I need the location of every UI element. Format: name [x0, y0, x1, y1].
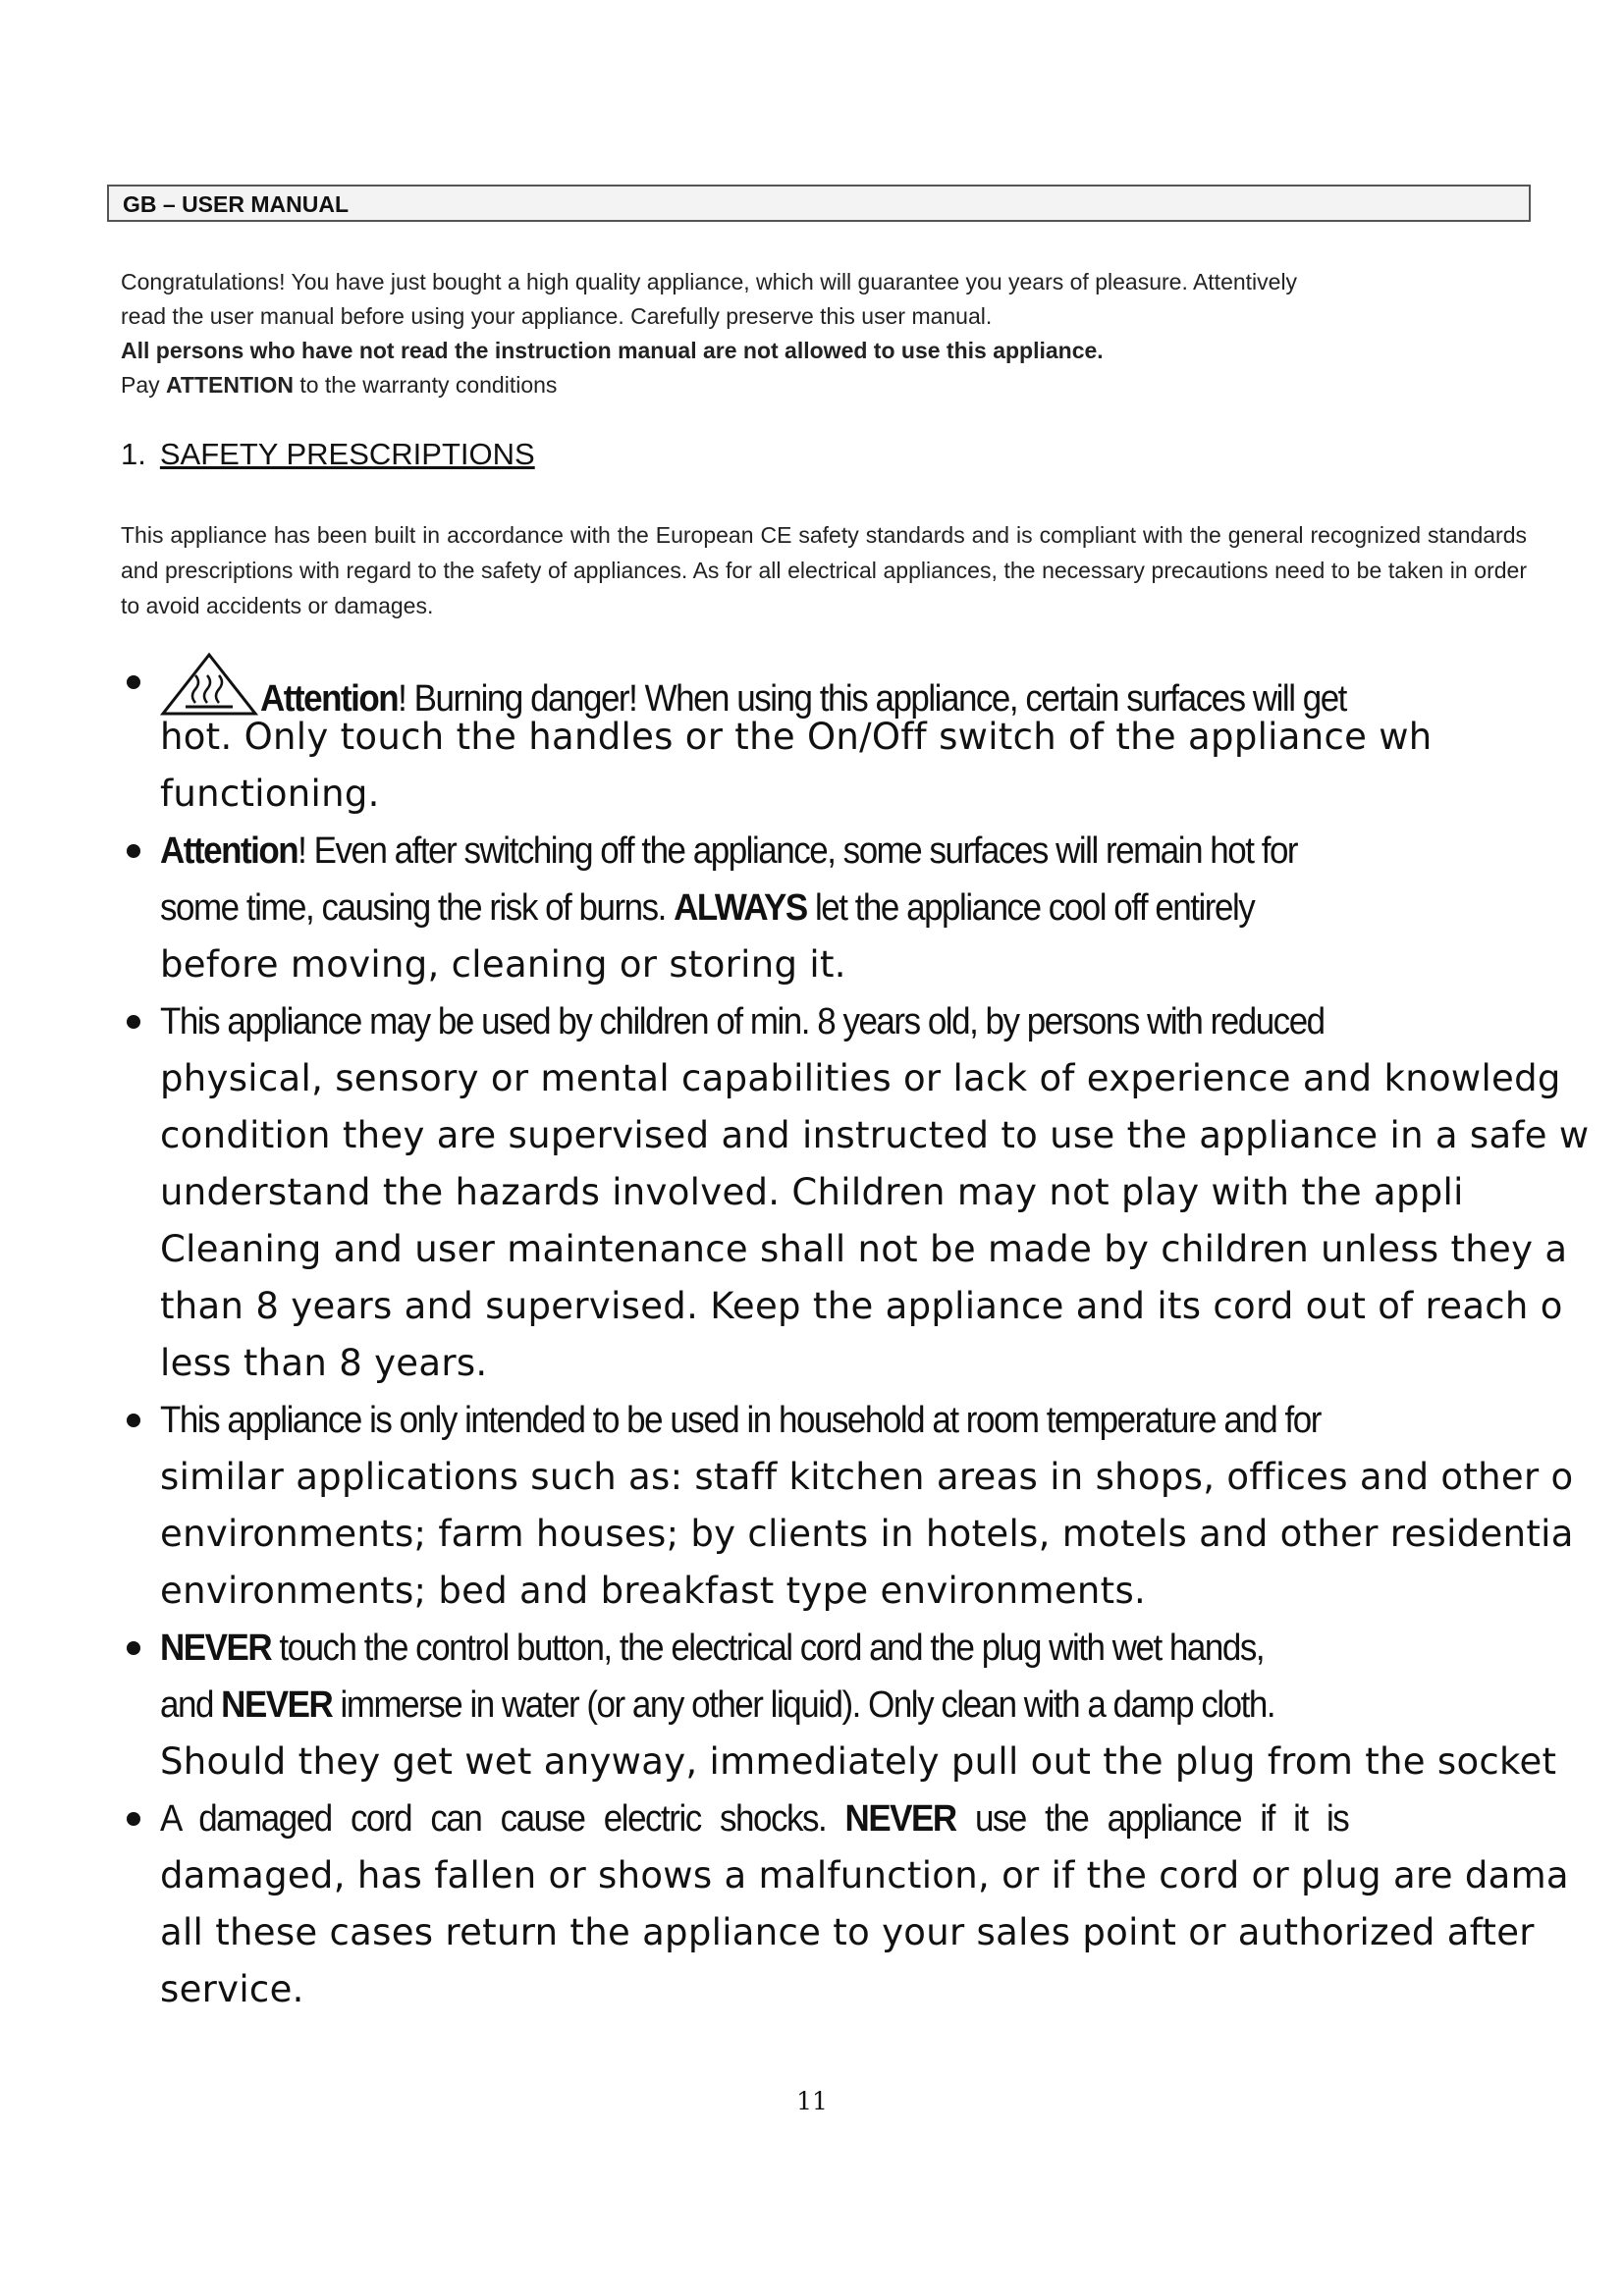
bullet-dot: [127, 1641, 140, 1655]
bullet-line: all these cases return the appliance to your sales point or authorized after: [160, 1911, 1535, 1953]
bullet-item: [121, 1392, 1624, 1620]
bullet-line: Should they get wet anyway, immediately pull out the plug from the socket: [160, 1740, 1557, 1783]
safety-bullet-list: [121, 652, 1624, 2018]
bullet-dot: [127, 1812, 140, 1826]
never-emphasis: NEVER: [221, 1684, 333, 1726]
bullet-dot: [127, 844, 140, 858]
bullet-line: less than 8 years.: [160, 1342, 488, 1384]
intro-line: Congratulations! You have just bought a high quality appliance, which will guarantee you years of pleasure. Attentively: [121, 269, 1298, 294]
always-emphasis: ALWAYS: [674, 887, 807, 929]
bullet-line: hot. Only touch the handles or the On/Off switch of the appliance wh: [160, 716, 1433, 758]
bullet-line: physical, sensory or mental capabilities or lack of experience and knowledg: [160, 1057, 1561, 1099]
bullet-line: Cleaning and user maintenance shall not be made by children unless they a: [160, 1228, 1568, 1270]
section-intro: This appliance has been built in accordance with the European CE safety standards and is compliant with the general recognized standards and prescriptions with regard to the safety of appliances. As for all electrical appliances, the necessary precautions need to be taken in order to avoid accidents or damages.: [121, 522, 1527, 618]
section-title: [121, 437, 535, 472]
warranty-note: Pay ATTENTION to the warranty conditions: [121, 372, 558, 398]
intro-warning: All persons who have not read the instruction manual are not allowed to use this appliance.: [121, 338, 1104, 363]
bullet-line: before moving, cleaning or storing it.: [160, 943, 846, 986]
bullet-dot: [127, 675, 140, 689]
bullet-line: This appliance may be used by children of min. 8 years old, by persons with reduced: [160, 1001, 1325, 1042]
bullet-line: than 8 years and supervised. Keep the appliance and its cord out of reach o: [160, 1285, 1563, 1327]
attention-label: Attention: [160, 830, 298, 872]
bullet-item: NEVER touch the control button, the electrical cord and the plug with wet hands, and NEVER immerse in water (or any other liquid). Only clean with a damp cloth. Should they get wet anyway, immediately pull out the plug from the socket: [121, 1620, 1624, 1790]
bullet-item: [121, 993, 1624, 1392]
bullet-line: damaged, has fallen or shows a malfunction, or if the cord or plug are dama: [160, 1854, 1569, 1896]
manual-header: [107, 185, 1531, 222]
never-emphasis: NEVER: [160, 1628, 272, 1669]
hot-surface-warning-icon: [160, 652, 258, 717]
bullet-line: This appliance is only intended to be used in household at room temperature and for: [160, 1400, 1321, 1441]
bullet-item: Attention! Even after switching off the appliance, some surfaces will remain hot for some time, causing the risk of burns. ALWAYS let the appliance cool off entirely before moving, cleaning or storing it.: [121, 823, 1624, 993]
bullet-line: condition they are supervised and instructed to use the appliance in a safe w: [160, 1114, 1590, 1156]
bullet-dot: [127, 1015, 140, 1029]
bullet-item: Attention! Burning danger! When using this appliance, certain surfaces will get hot. Only touch the handles or the On/Off switch of the appliance wh functioning.: [121, 652, 1624, 823]
bullet-dot: [127, 1414, 140, 1427]
attention-label: Attention: [260, 678, 399, 720]
intro-block: [121, 265, 1535, 402]
manual-header-title: GB – USER MANUAL: [123, 191, 350, 217]
bullet-item: A damaged cord can cause electric shocks. NEVER use the appliance if it is damaged, has fallen or shows a malfunction, or if the cord or plug are dama all these cases return the appliance to your sales point or authorized after service.: [121, 1790, 1624, 2018]
intro-line: read the user manual before using your appliance. Carefully preserve this user manual.: [121, 303, 993, 329]
bullet-line: environments; bed and breakfast type environments.: [160, 1570, 1147, 1612]
bullet-line: similar applications such as: staff kitchen areas in shops, offices and other o: [160, 1456, 1574, 1498]
section-number: 1.: [121, 437, 146, 471]
never-emphasis: NEVER: [844, 1798, 956, 1840]
section-title-text: SAFETY PRESCRIPTIONS: [159, 437, 535, 471]
bullet-line: understand the hazards involved. Children may not play with the appli: [160, 1171, 1464, 1213]
page-number: 11: [796, 2087, 828, 2115]
bullet-line: functioning.: [160, 773, 380, 815]
bullet-line: environments; farm houses; by clients in hotels, motels and other residentia: [160, 1513, 1574, 1555]
bullet-line: service.: [160, 1968, 304, 2010]
